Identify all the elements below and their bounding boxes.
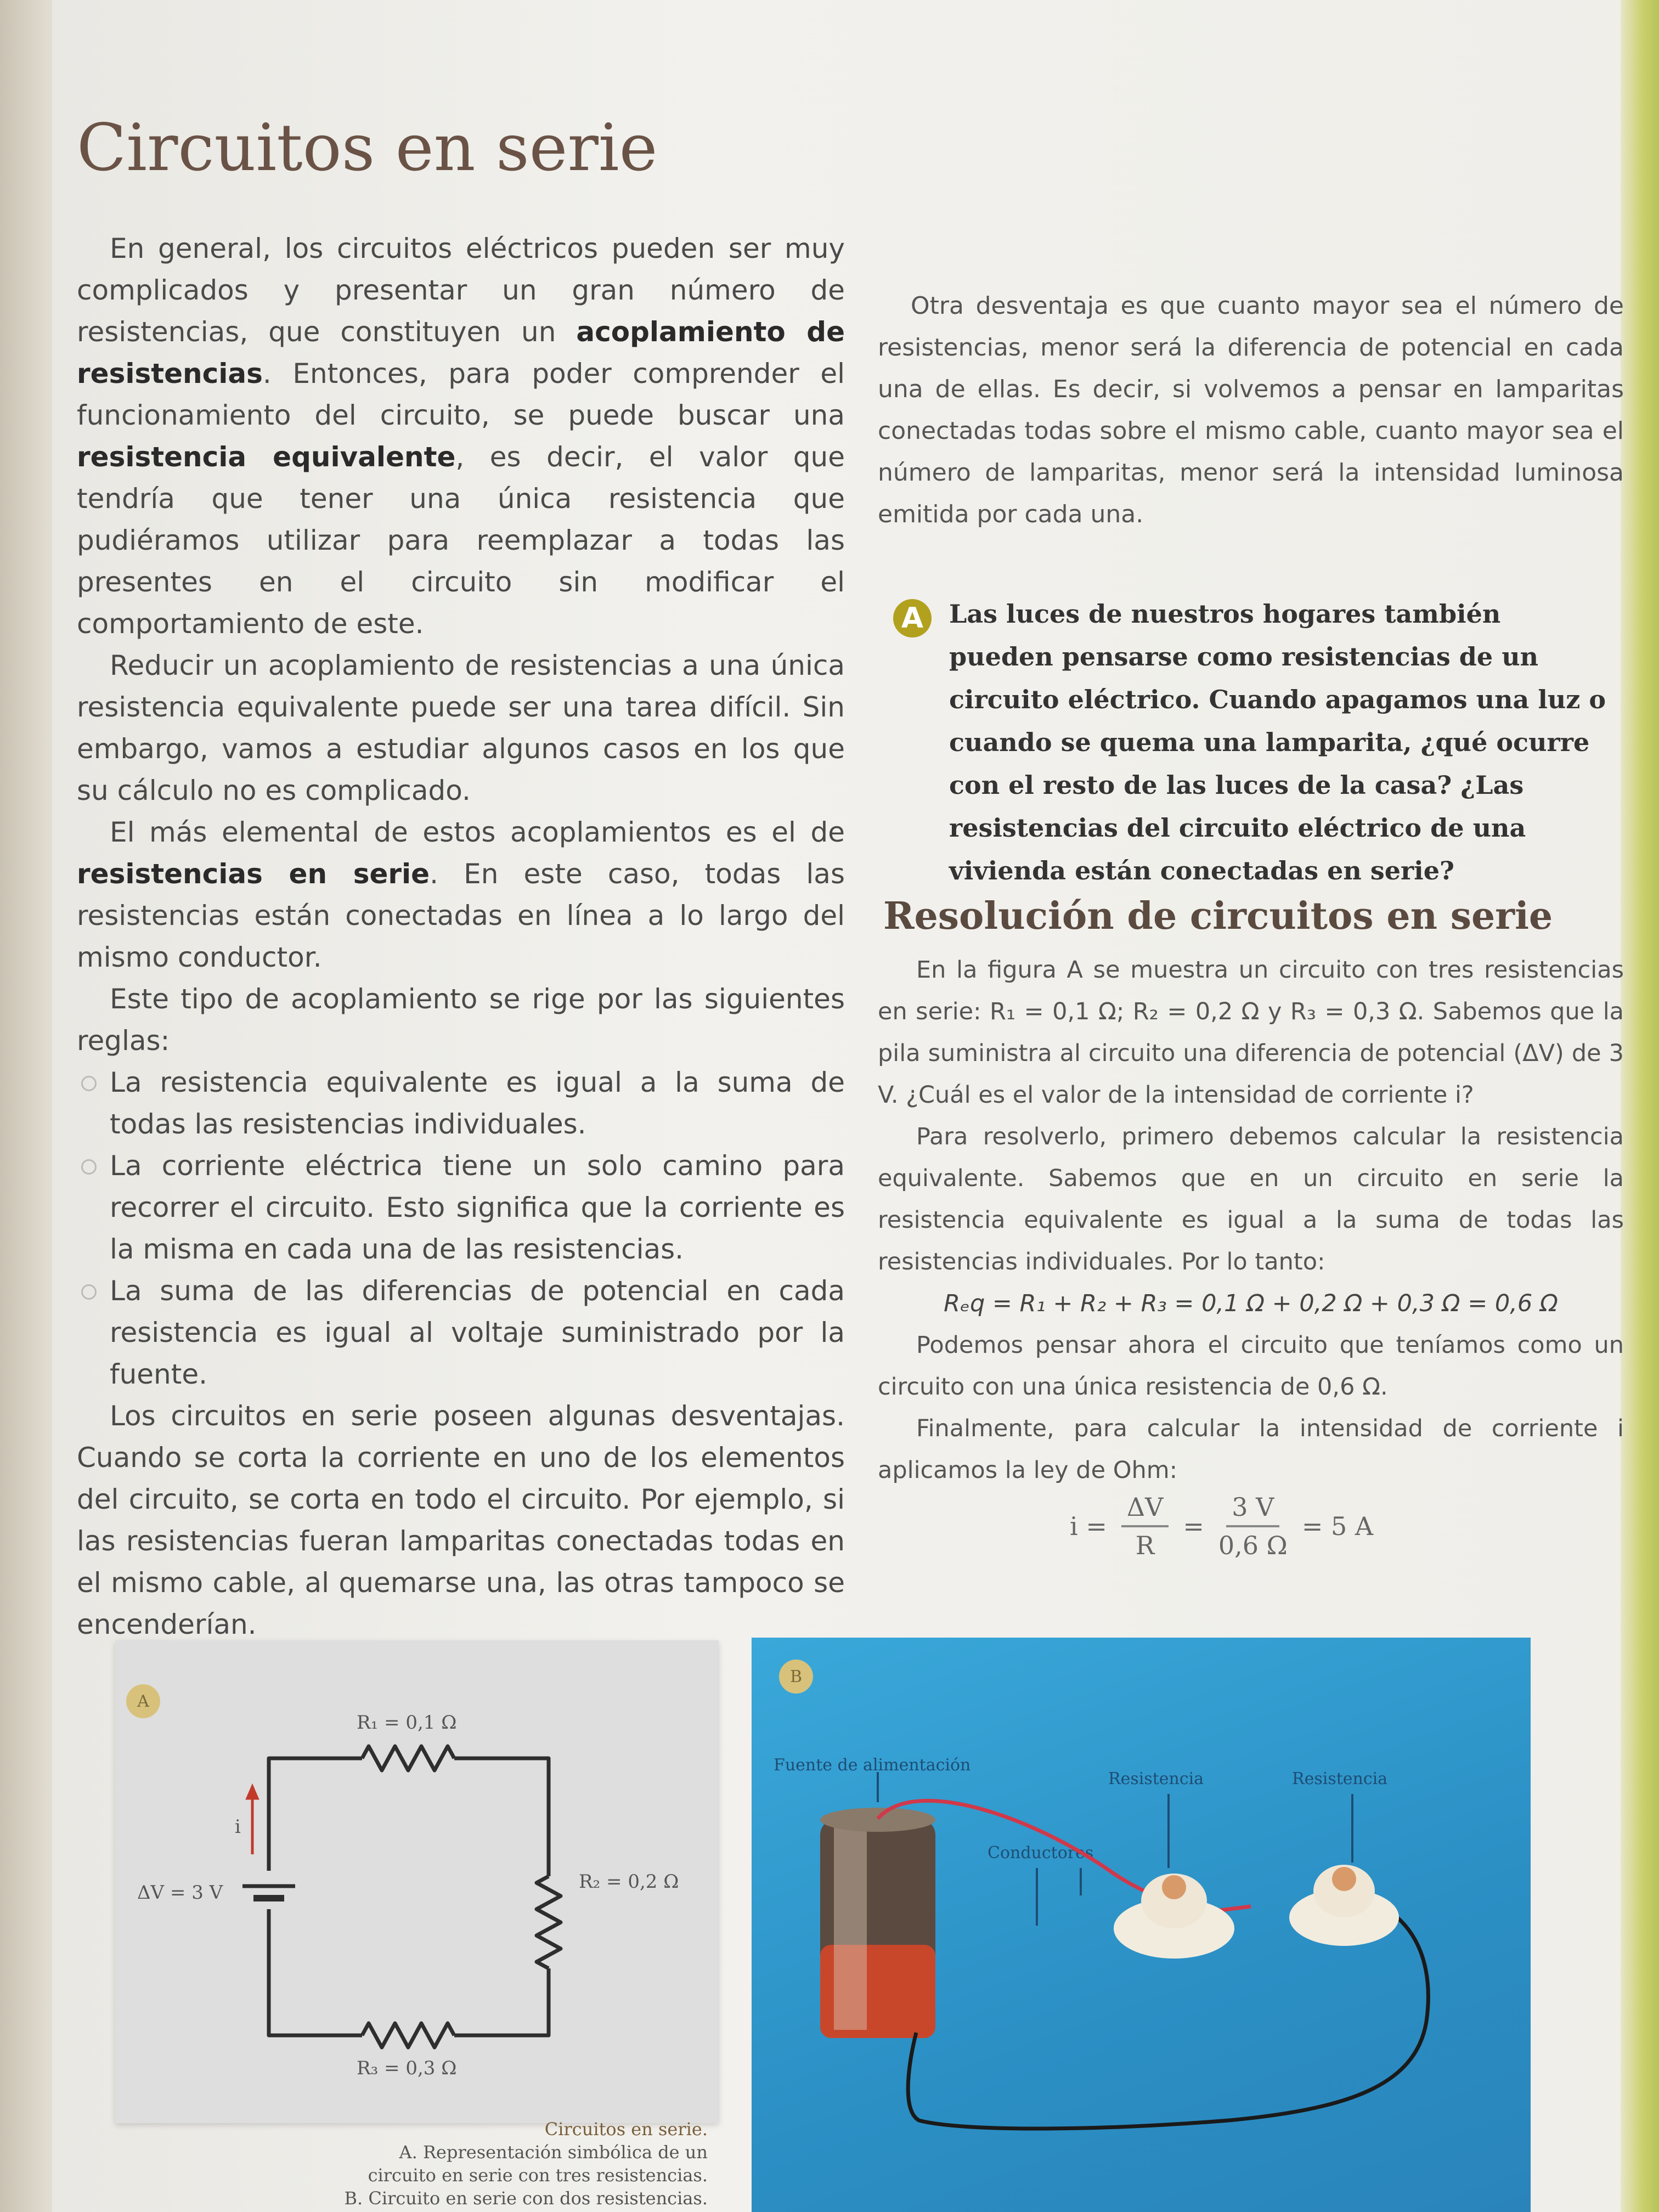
ohm-law-formula	[1070, 1492, 1373, 1560]
ohm-result: = 5 A	[1301, 1511, 1374, 1541]
pointer-lines	[878, 1772, 1352, 1926]
ohm-lhs: i =	[1070, 1511, 1107, 1541]
wire	[269, 1758, 362, 1871]
voltage-label: ΔV = 3 V	[137, 1882, 223, 1904]
term-resistencias-en-serie: resistencias en serie	[77, 858, 430, 890]
caption-line: circuito en serie con tres resistencias.	[368, 2165, 708, 2186]
figure-b-photo	[752, 1638, 1531, 2212]
section-heading: Resolución de circuitos en serie	[883, 894, 1553, 938]
battery-icon	[820, 1808, 935, 2038]
caption-line: B. Circuito en serie con dos resistencias.	[344, 2188, 708, 2209]
series-paragraph	[77, 811, 845, 978]
text-run: El más elemental de estos acoplamientos es el de	[110, 816, 845, 848]
rules-intro: Este tipo de acoplamiento se rige por las siguientes reglas:	[77, 983, 845, 1057]
resolution-text	[878, 949, 1624, 1491]
activity-question: Las luces de nuestros hogares también pueden pensarse como resistencias de un circuito eléctrico. Cuando apagamos una luz o cuando se quema una lamparita, ¿qué ocurre con el resto de las luces de la casa? ¿Las resistencias del circuito eléctrico de una vivienda están conectadas en serie?	[949, 599, 1606, 885]
resistor-r1	[362, 1746, 454, 1770]
conductors-label: Conductores	[988, 1843, 1094, 1863]
text-run: . Entonces, para poder comprender el funcionamiento del circuito, se puede buscar una	[77, 358, 845, 431]
wire	[454, 1758, 549, 1876]
activity-badge: A	[893, 599, 932, 637]
source-label: Fuente de alimentación	[774, 1756, 971, 1775]
lamp-2	[1289, 1865, 1399, 1946]
page-edge	[1621, 0, 1659, 2212]
rule-item: La corriente eléctrica tiene un solo camino para recorrer el circuito. Esto significa que la corriente es la misma en cada una de las resistencias.	[77, 1145, 845, 1270]
problem-statement: En la figura A se muestra un circuito con tres resistencias en serie: R₁ = 0,1 Ω; R₂ = 0,2 Ω y R₃ = 0,3 Ω. Sabemos que la pila suministra al circuito una diferencia de potencial (ΔV) de 3 V. ¿Cuál es el valor de la intensidad de corriente i?	[878, 956, 1624, 1109]
fraction	[1218, 1492, 1288, 1560]
text-run: . En este caso, todas las resistencias están conectadas en línea a lo largo del mismo conductor.	[77, 858, 845, 973]
text-run: , es decir, el valor que tendría que tener una única resistencia que pudiéramos utilizar para reemplazar a todas las presentes en el circuito sin modificar el comportamiento de este.	[77, 441, 845, 640]
fraction	[1121, 1492, 1169, 1560]
rules-list	[77, 1062, 845, 1395]
figure-a-badge: A	[126, 1684, 160, 1718]
step-equivalent: Para resolverlo, primero debemos calcular la resistencia equivalente. Sabemos que en un circuito en serie la resistencia equivalente es igual a la suma de todas las resistencias individuales. Por lo tanto:	[878, 1123, 1624, 1276]
figure-caption	[307, 2118, 708, 2210]
activity-box	[894, 592, 1607, 892]
term-acoplamiento: acoplamiento de resistencias	[77, 316, 845, 390]
page-gutter	[0, 0, 52, 2212]
equivalent-formula: Rₑq = R₁ + R₂ + R₃ = 0,1 Ω + 0,2 Ω + 0,3 Ω = 0,6 Ω	[944, 1290, 1558, 1317]
circuit-photo-illustration	[752, 1638, 1531, 2212]
numerator: ΔV	[1121, 1492, 1169, 1527]
wire	[454, 1968, 549, 2035]
battery-symbol	[242, 1886, 295, 1898]
r1-label: R₁ = 0,1 Ω	[357, 1712, 457, 1734]
figure-a-schematic	[115, 1640, 719, 2123]
current-label: i	[235, 1816, 241, 1838]
resistance-label-1: Resistencia	[1108, 1769, 1204, 1788]
denominator: 0,6 Ω	[1218, 1531, 1288, 1560]
resistance-label-2: Resistencia	[1292, 1769, 1388, 1788]
r3-label: R₃ = 0,3 Ω	[357, 2057, 457, 2079]
resistor-r2	[537, 1876, 561, 1968]
left-column	[77, 228, 845, 1645]
figure-b-badge: B	[779, 1660, 813, 1694]
step-ohm: Finalmente, para calcular la intensidad de corriente i aplicamos la ley de Ohm:	[878, 1415, 1624, 1484]
disadvantage-paragraph: Otra desventaja es que cuanto mayor sea el número de resistencias, menor será la diferencia de potencial en cada una de ellas. Es decir, si volvemos a pensar en lamparitas conectadas todas sobre el mismo cable, cuanto mayor sea el número de lamparitas, menor será la intensidad luminosa emitida por cada una.	[878, 292, 1624, 528]
right-column-top	[878, 285, 1624, 535]
term-resistencia-equivalente: resistencia equivalente	[77, 441, 456, 473]
text-run: En general, los circuitos eléctricos pueden ser muy complicados y presentar un gran número de resistencias, que constituyen un	[77, 233, 845, 348]
intro-paragraph	[77, 228, 845, 645]
page-title: Circuitos en serie	[77, 110, 658, 185]
wire	[269, 1909, 362, 2035]
caption-title: Circuitos en serie.	[544, 2119, 708, 2140]
rule-item: La resistencia equivalente es igual a la suma de todas las resistencias individuales.	[77, 1062, 845, 1145]
r2-label: R₂ = 0,2 Ω	[579, 1871, 679, 1893]
denominator: R	[1135, 1531, 1155, 1560]
current-arrow	[246, 1784, 259, 1854]
numerator: 3 V	[1226, 1492, 1279, 1527]
equals-sign: =	[1183, 1511, 1204, 1541]
disadvantages-paragraph: Los circuitos en serie poseen algunas desventajas. Cuando se corta la corriente en uno de los elementos del circuito, se corta en todo el circuito. Por ejemplo, si las resistencias fueran lamparitas conectadas todas en el mismo cable, al quemarse una, las otras tampoco se encenderían.	[77, 1400, 845, 1640]
step-single-resistance: Podemos pensar ahora el circuito que teníamos como un circuito con una única resistencia de 0,6 Ω.	[878, 1331, 1624, 1401]
rule-item: La suma de las diferencias de potencial en cada resistencia es igual al voltaje suministrado por la fuente.	[77, 1270, 845, 1395]
reduction-paragraph: Reducir un acoplamiento de resistencias a una única resistencia equivalente puede ser una tarea difícil. Sin embargo, vamos a estudiar algunos casos en los que su cálculo no es complicado.	[77, 650, 845, 806]
caption-line: A. Representación simbólica de un	[399, 2142, 708, 2163]
resistor-r3	[362, 2023, 454, 2047]
